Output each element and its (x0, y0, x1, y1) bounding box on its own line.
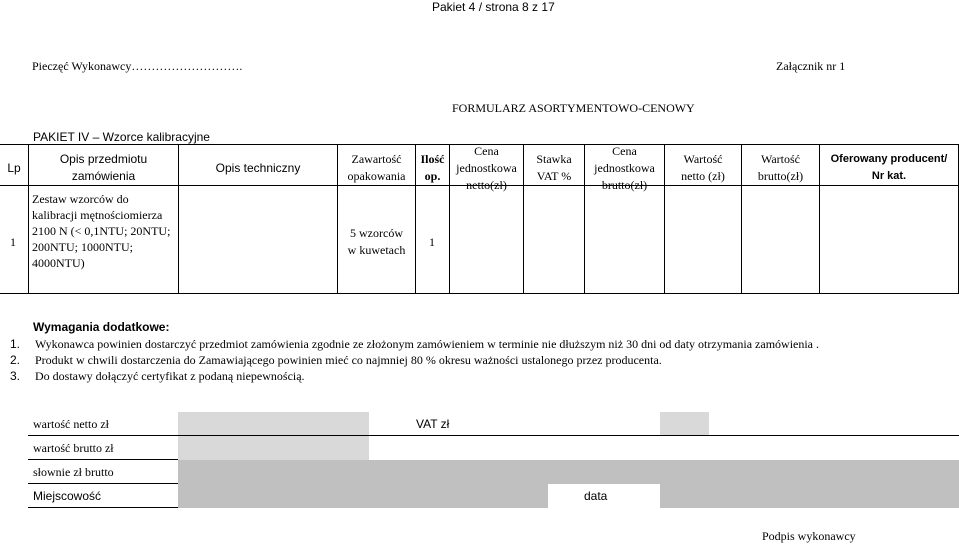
header-tech: Opis techniczny (215, 160, 301, 175)
signature-label: Podpis wykonawcy (762, 529, 856, 543)
date-field[interactable] (660, 484, 959, 508)
header-producer: Oferowany producent/ Nr kat. (830, 153, 948, 182)
date-label: data (584, 489, 608, 503)
header-value-gross: Wartość brutto(zł) (757, 152, 804, 183)
header-vat: Stawka VAT % (536, 152, 572, 183)
place-field[interactable] (178, 484, 548, 508)
requirement-1-text: Wykonawca powinien dostarczyć przedmiot zamówienia zgodnie ze złożonym zamówieniem w terminie nie dłuższym niż 30 dni od daty otrzymania zamówienia . (35, 337, 820, 351)
package-title: PAKIET IV – Wzorce kalibracyjne (33, 130, 210, 144)
header-unit-net: Cena jednostkowa netto(zł) (456, 143, 517, 192)
header-qty: Ilość op. (420, 152, 445, 183)
requirement-2-text: Produkt w chwili dostarczenia do Zamawiającego powinien mieć co najmniej 80 % okresu ważności ustalonego przez producenta. (35, 353, 662, 367)
gross-value-label: wartość brutto zł (33, 441, 114, 455)
requirement-2-num: 2. (10, 353, 21, 367)
header-subject: Opis przedmiotu zamówienia (59, 152, 148, 183)
row-lp: 1 (10, 235, 16, 249)
vat-label: VAT zł (416, 417, 450, 431)
gross-words-field[interactable] (178, 460, 959, 484)
net-value-field[interactable] (178, 412, 369, 436)
net-value-label: wartość netto zł (33, 417, 109, 431)
row-packaging: 5 wzorców w kuwetach (347, 226, 406, 257)
row-qty: 1 (429, 235, 435, 249)
gross-value-field[interactable] (178, 436, 369, 460)
header-unit-gross: Cena jednostkowa brutto(zł) (594, 143, 655, 192)
row-subject: Zestaw wzorców do kalibracji mętnościomierza 2100 N (< 0,1NTU; 20NTU; 200NTU; 1000NTU; 4000NTU) (32, 192, 171, 270)
attachment-label: Załącznik nr 1 (776, 59, 846, 73)
place-label: Miejscowość (33, 489, 102, 503)
requirement-3-text: Do dostawy dołączyć certyfikat z podaną niepewnością. (35, 369, 305, 383)
requirements-title: Wymagania dodatkowe: (33, 320, 170, 334)
requirement-3-num: 3. (10, 369, 21, 383)
header-value-net: Wartość netto (zł) (681, 152, 725, 183)
contractor-stamp-label: Pieczęć Wykonawcy………………………. (32, 59, 243, 73)
requirement-1-num: 1. (10, 337, 21, 351)
header-packaging: Zawartość opakowania (347, 152, 406, 183)
vat-value-field[interactable] (660, 412, 709, 436)
header-lp: Lp (7, 160, 21, 175)
gross-words-label: słownie zł brutto (33, 465, 114, 479)
page-number-header: Pakiet 4 / strona 8 z 17 (432, 0, 555, 14)
form-title: FORMULARZ ASORTYMENTOWO-CENOWY (452, 101, 695, 115)
